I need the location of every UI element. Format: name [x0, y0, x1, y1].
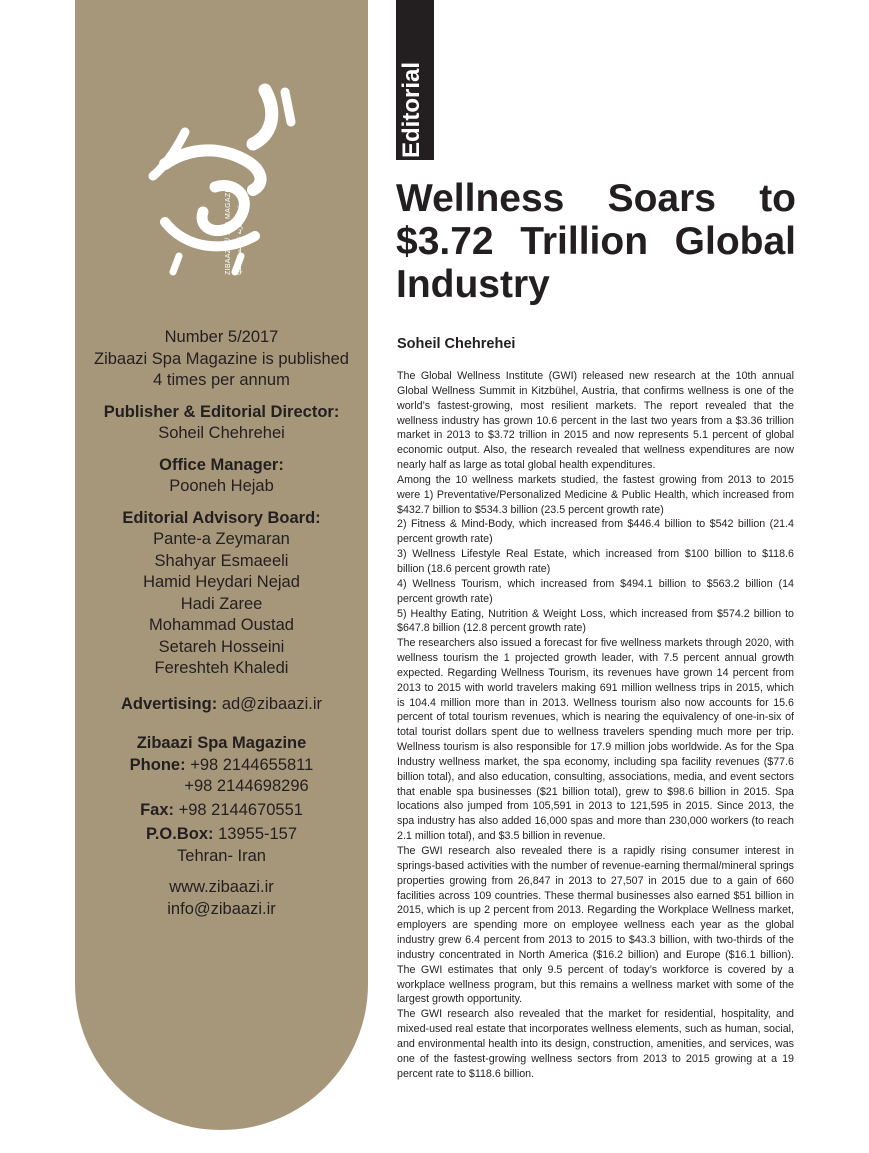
- pobox-label: P.O.Box:: [145, 825, 214, 843]
- editorial-tab-label: Editorial: [398, 61, 425, 158]
- pobox-number: 13955-157: [218, 825, 298, 843]
- article-author: Soheil Chehrehei: [397, 336, 516, 352]
- article-paragraph: Among the 10 wellness markets studied, the fastest growing from 2013 to 2015 were 1) Preventative/Personalized Medicine & Public Health, which increased from $432.7 billion to $534.3 billion (23.5 percent growth rate): [397, 473, 794, 516]
- article-paragraph: 5) Healthy Eating, Nutrition & Weight Loss, which increased from $574.2 billion to $647.8 billion (12.8 percent growth rate): [397, 607, 794, 635]
- article-body: [397, 369, 794, 1082]
- article-paragraph: The Global Wellness Institute (GWI) released new research at the 10th annual Global Wellness Summit in Kitzbühel, Austria, that confirms wellness is one of the world’s fastest-growing, most resilient markets. The report revealed that the wellness industry has grown 10.6 percent in the last two years from a $3.36 trillion market in 2013 to $3.72 trillion in 2015 and now represents 5.1 percent of global economic output. Also, the research revealed that wellness expenditures are now nearly half as large as total global health expenditures.: [397, 370, 794, 472]
- logo-caption-persian: نخستین نشریه تخصصی اسپا: [236, 192, 243, 275]
- publication-frequency-line2: 4 times per annum: [153, 371, 290, 389]
- publisher-heading: Publisher & Editorial Director:: [103, 402, 340, 421]
- sidebar-panel: [75, 0, 368, 1130]
- article-paragraph: The researchers also issued a forecast for five wellness markets through 2020, with wellness tourism the 1 projected growth leader, with 7.5 percent annual growth expected. Regarding Wellness Tourism, its revenues have grown 14 percent from 2013 to 2015 with world travelers making 691 million wellness trips in 2015, which is 104.4 million more than in 2013. Wellness tourism also now accounts for 15.6 percent of total tourism revenues, which is nearing the equivalency of one-in-six of total tourist dollars spent due to wellness travelers spending much more per trip. Wellness tourism is also responsible for 17.9 million jobs worldwide. As for the Spa Industry wellness market, the spa economy, including spa facility revenues ($77.6 billion total), and also education, consulting, associations, media, and event sectors that enable spa businesses ($21 billion total), grew to $98.6 billion in 2015. Spa locations also jumped from 105,591 in 2013 to 121,595 in 2015. Since 2013, the spa industry has also added 16,000 spas and more than 230,000 workers (to reach 2.1 million total), and $3.5 billion in revenue.: [397, 637, 794, 843]
- advertising-label: Advertising:: [120, 694, 218, 713]
- board-member: Setareh Hosseini: [158, 637, 285, 656]
- phone-label: Phone:: [129, 755, 186, 774]
- magazine-name: Zibaazi Spa Magazine: [136, 734, 307, 752]
- article-paragraph: 4) Wellness Tourism, which increased from $494.1 billion to $563.2 billion (14 percent growth rate): [397, 577, 794, 605]
- fax-label: Fax:: [140, 800, 174, 819]
- publisher-name: Soheil Chehrehei: [158, 424, 285, 442]
- logo-caption: ZIBAAZI /// SPA MAGAZINE: [225, 180, 232, 275]
- office-manager-heading: Office Manager:: [159, 455, 284, 474]
- board-member: Mohammad Oustad: [149, 616, 294, 634]
- article-paragraph: 2) Fitness & Mind-Body, which increased from $446.4 billion to $542 billion (21.4 percent growth rate): [397, 518, 794, 546]
- article-paragraph: 3) Wellness Lifestyle Real Estate, which increased from $100 billion to $118.6 billion (18.6 percent growth rate): [397, 548, 794, 575]
- office-manager-name: Pooneh Hejab: [169, 477, 274, 495]
- board-member: Fereshteh Khaledi: [154, 659, 289, 677]
- contact-email[interactable]: info@zibaazi.ir: [167, 899, 276, 918]
- board-member: Hamid Heydari Nejad: [143, 573, 300, 591]
- advisory-board-heading: Editorial Advisory Board:: [122, 508, 321, 527]
- advertising-email[interactable]: ad@zibaazi.ir: [221, 694, 323, 713]
- article-title: Wellness Soars to $3.72 Trillion Global Industry: [396, 177, 796, 306]
- phone-number-1[interactable]: +98 2144655811: [190, 755, 314, 774]
- board-member: Pante-a Zeymaran: [153, 530, 290, 548]
- article-paragraph: The GWI research also revealed there is a rapidly rising consumer interest in springs-based activities with the number of revenue-earning thermal/mineral springs properties growing from 26,847 in 2013 to 27,507 in 2015 due to a gain of 660 facilities across 109 countries. These thermal businesses also earned $51 billion in 2015, which is up 2 percent from 2013. Regarding the Workplace Wellness market, employers are spending more on employee wellness each year as the global industry grew 6.4 percent from 2013 to 2015 to $43.3 billion, with two-thirds of the industry concentrated in North America ($16.2 billion) and Europe ($16.1 billion). The GWI estimates that only 9.5 percent of today’s workforce is covered by a workplace wellness program, but this remains a wellness market with some of the largest growth opportunity.: [397, 845, 794, 1006]
- city: Tehran- Iran: [177, 846, 266, 865]
- issue-number: Number 5/2017: [164, 328, 279, 346]
- publication-frequency-line1: Zibaazi Spa Magazine is published: [94, 349, 349, 368]
- article-paragraph: The GWI research also revealed that the market for residential, hospitality, and mixed-used real estate that incorporates wellness elements, such as human, social, and environmental health into its design, construction, amenities, and services, was one of the fastest-growing wellness sectors from 2013 to 2015 growing at a 19 percent rate to $118.6 billion.: [397, 1008, 794, 1080]
- website-link[interactable]: www.zibaazi.ir: [169, 878, 274, 896]
- board-member: Shahyar Esmaeeli: [154, 551, 289, 570]
- phone-number-2[interactable]: +98 2144698296: [184, 777, 309, 795]
- masthead-info: [75, 327, 368, 930]
- board-member: Hadi Zaree: [180, 594, 263, 613]
- fax-number: +98 2144670551: [178, 800, 303, 819]
- advisory-board: [75, 508, 368, 680]
